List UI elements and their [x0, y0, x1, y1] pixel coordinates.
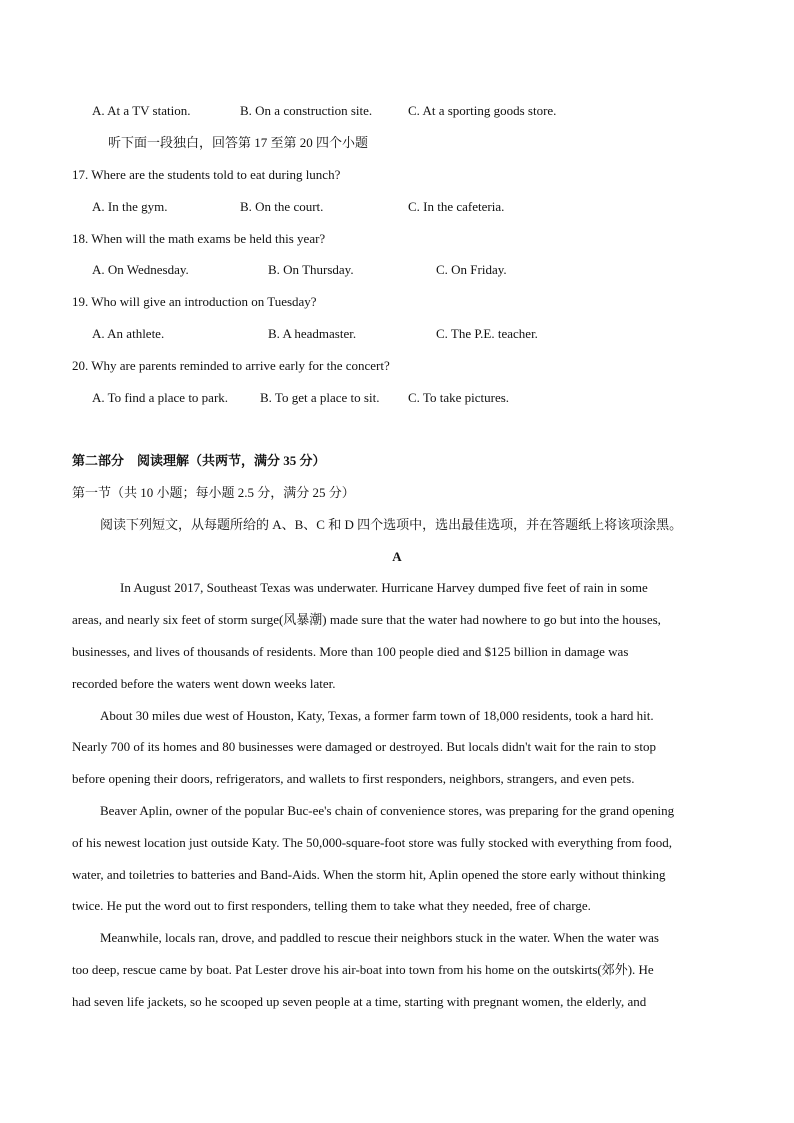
passage-line: recorded before the waters went down weeks later.: [72, 676, 336, 691]
q18-option-a: A. On Wednesday.: [92, 262, 189, 277]
q18-option-b: B. On Thursday.: [268, 262, 354, 277]
passage-label: A: [392, 549, 402, 564]
section1-title: 第一节（共 10 小题；每小题 2.5 分，满分 25 分）: [72, 485, 355, 500]
q19-option-c: C. The P.E. teacher.: [436, 326, 538, 341]
passage-line: About 30 miles due west of Houston, Katy, Texas, a former farm town of 18,000 residents, took a hard hit.: [100, 708, 654, 723]
q16-option-b: B. On a construction site.: [240, 103, 373, 118]
question-18: 18. When will the math exams be held this year?: [72, 231, 326, 246]
passage-line: In August 2017, Southeast Texas was underwater. Hurricane Harvey dumped five feet of rain in some: [120, 580, 648, 595]
q20-option-c: C. To take pictures.: [408, 390, 510, 405]
passage-line: of his newest location just outside Katy. The 50,000-square-foot store was fully stocked with everything from food,: [72, 835, 673, 850]
part2-title: 第二部分 阅读理解（共两节，满分 35 分）: [72, 453, 326, 468]
passage-line: areas, and nearly six feet of storm surge(风暴潮) made sure that the water had nowhere to go but into the houses,: [72, 612, 661, 627]
q17-option-b: B. On the court.: [240, 199, 324, 214]
q20-option-a: A. To find a place to park.: [92, 390, 229, 405]
passage-line: too deep, rescue came by boat. Pat Lester drove his air-boat into town from his home on the outskirts(郊外). He: [72, 962, 654, 977]
q17-option-c: C. In the cafeteria.: [408, 199, 505, 214]
question-17: 17. Where are the students told to eat during lunch?: [72, 167, 341, 182]
q18-option-c: C. On Friday.: [436, 262, 507, 277]
passage-line: businesses, and lives of thousands of residents. More than 100 people died and $125 billion in damage was: [72, 644, 629, 659]
q16-option-a: A. At a TV station.: [92, 103, 191, 118]
monologue-instruction: 听下面一段独白，回答第 17 至第 20 四个小题: [108, 135, 369, 150]
passage-line: Meanwhile, locals ran, drove, and paddled to rescue their neighbors stuck in the water. When the water was: [100, 930, 659, 945]
q19-option-a: A. An athlete.: [92, 326, 165, 341]
q19-option-b: B. A headmaster.: [268, 326, 357, 341]
passage-line: Beaver Aplin, owner of the popular Buc-ee's chain of convenience stores, was preparing for the grand opening: [100, 803, 675, 818]
q16-option-c: C. At a sporting goods store.: [408, 103, 557, 118]
q20-option-b: B. To get a place to sit.: [260, 390, 380, 405]
passage-line: water, and toiletries to batteries and Band-Aids. When the storm hit, Aplin opened the store early without thinking: [72, 867, 666, 882]
reading-instruction: 阅读下列短文，从每题所给的 A、B、C 和 D 四个选项中，选出最佳选项，并在答题纸上将该项涂黑。: [100, 517, 683, 532]
q17-option-a: A. In the gym.: [92, 199, 168, 214]
passage-line: before opening their doors, refrigerators, and wallets to first responders, neighbors, strangers, and even pets.: [72, 771, 635, 786]
passage-line: Nearly 700 of its homes and 80 businesses were damaged or destroyed. But locals didn't wait for the rain to stop: [72, 739, 656, 754]
question-19: 19. Who will give an introduction on Tuesday?: [72, 294, 317, 309]
passage-line: twice. He put the word out to first responders, telling them to take what they needed, free of charge.: [72, 898, 591, 913]
passage-line: had seven life jackets, so he scooped up seven people at a time, starting with pregnant women, the elderly, and: [72, 994, 647, 1009]
question-20: 20. Why are parents reminded to arrive early for the concert?: [72, 358, 390, 373]
